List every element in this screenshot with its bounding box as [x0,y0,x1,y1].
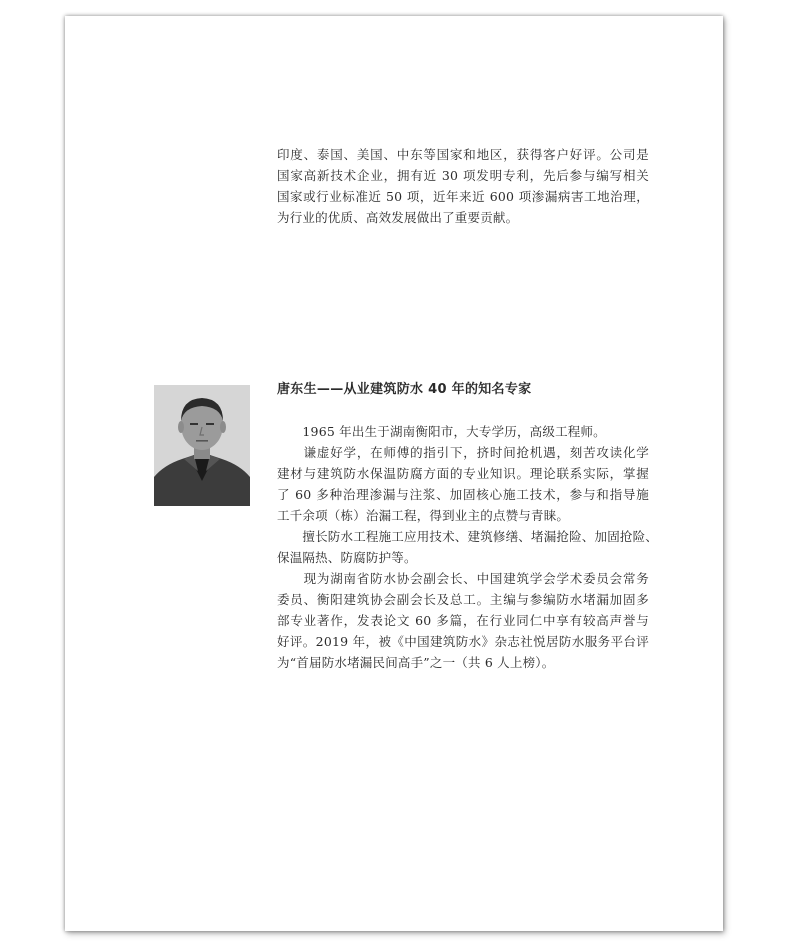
bio-line: 了 60 多种治理渗漏与注浆、加固核心施工技术，参与和指导施 [277,487,649,502]
section-heading: 唐东生——从业建筑防水 40 年的知名专家 [277,382,532,397]
intro-line: 国家高新技术企业，拥有近 30 项发明专利，先后参与编写相关 [277,168,649,183]
bio-line: 谦虚好学，在师傅的指引下，挤时间抢机遇，刻苦攻读化学 [277,445,649,460]
bio-line: 保温隔热、防腐防护等。 [277,550,417,565]
bio-line: 为“首届防水堵漏民间高手”之一（共 6 人上榜）。 [277,655,555,670]
bio-paragraphs [277,421,659,673]
bio-line: 好评。2019 年，被《中国建筑防水》杂志社悦居防水服务平台评 [277,634,649,649]
bio-line: 建材与建筑防水保温防腐方面的专业知识。理论联系实际，掌握 [277,466,649,481]
bio-line: 擅长防水工程施工应用技术、建筑修缮、堵漏抢险、加固抢险、 [277,529,659,544]
portrait-image [154,385,250,506]
intro-line: 印度、泰国、美国、中东等国家和地区，获得客户好评。公司是 [277,147,649,162]
portrait-photo [154,385,250,506]
intro-line: 国家或行业标准近 50 项，近年来近 600 项渗漏病害工地治理， [277,189,649,204]
bio-line: 现为湖南省防水协会副会长、中国建筑学会学术委员会常务 [277,571,649,586]
intro-line: 为行业的优质、高效发展做出了重要贡献。 [277,210,519,225]
intro-paragraph [277,144,649,228]
bio-line: 部专业著作，发表论文 60 多篇，在行业同仁中享有较高声誉与 [277,613,649,628]
bio-line: 委员、衡阳建筑协会副会长及总工。主编与参编防水堵漏加固多 [277,592,649,607]
bio-line: 工千余项（栋）治漏工程，得到业主的点赞与青睐。 [277,508,570,523]
document-page [65,16,723,931]
bio-line: 1965 年出生于湖南衡阳市，大专学历，高级工程师。 [277,424,606,439]
